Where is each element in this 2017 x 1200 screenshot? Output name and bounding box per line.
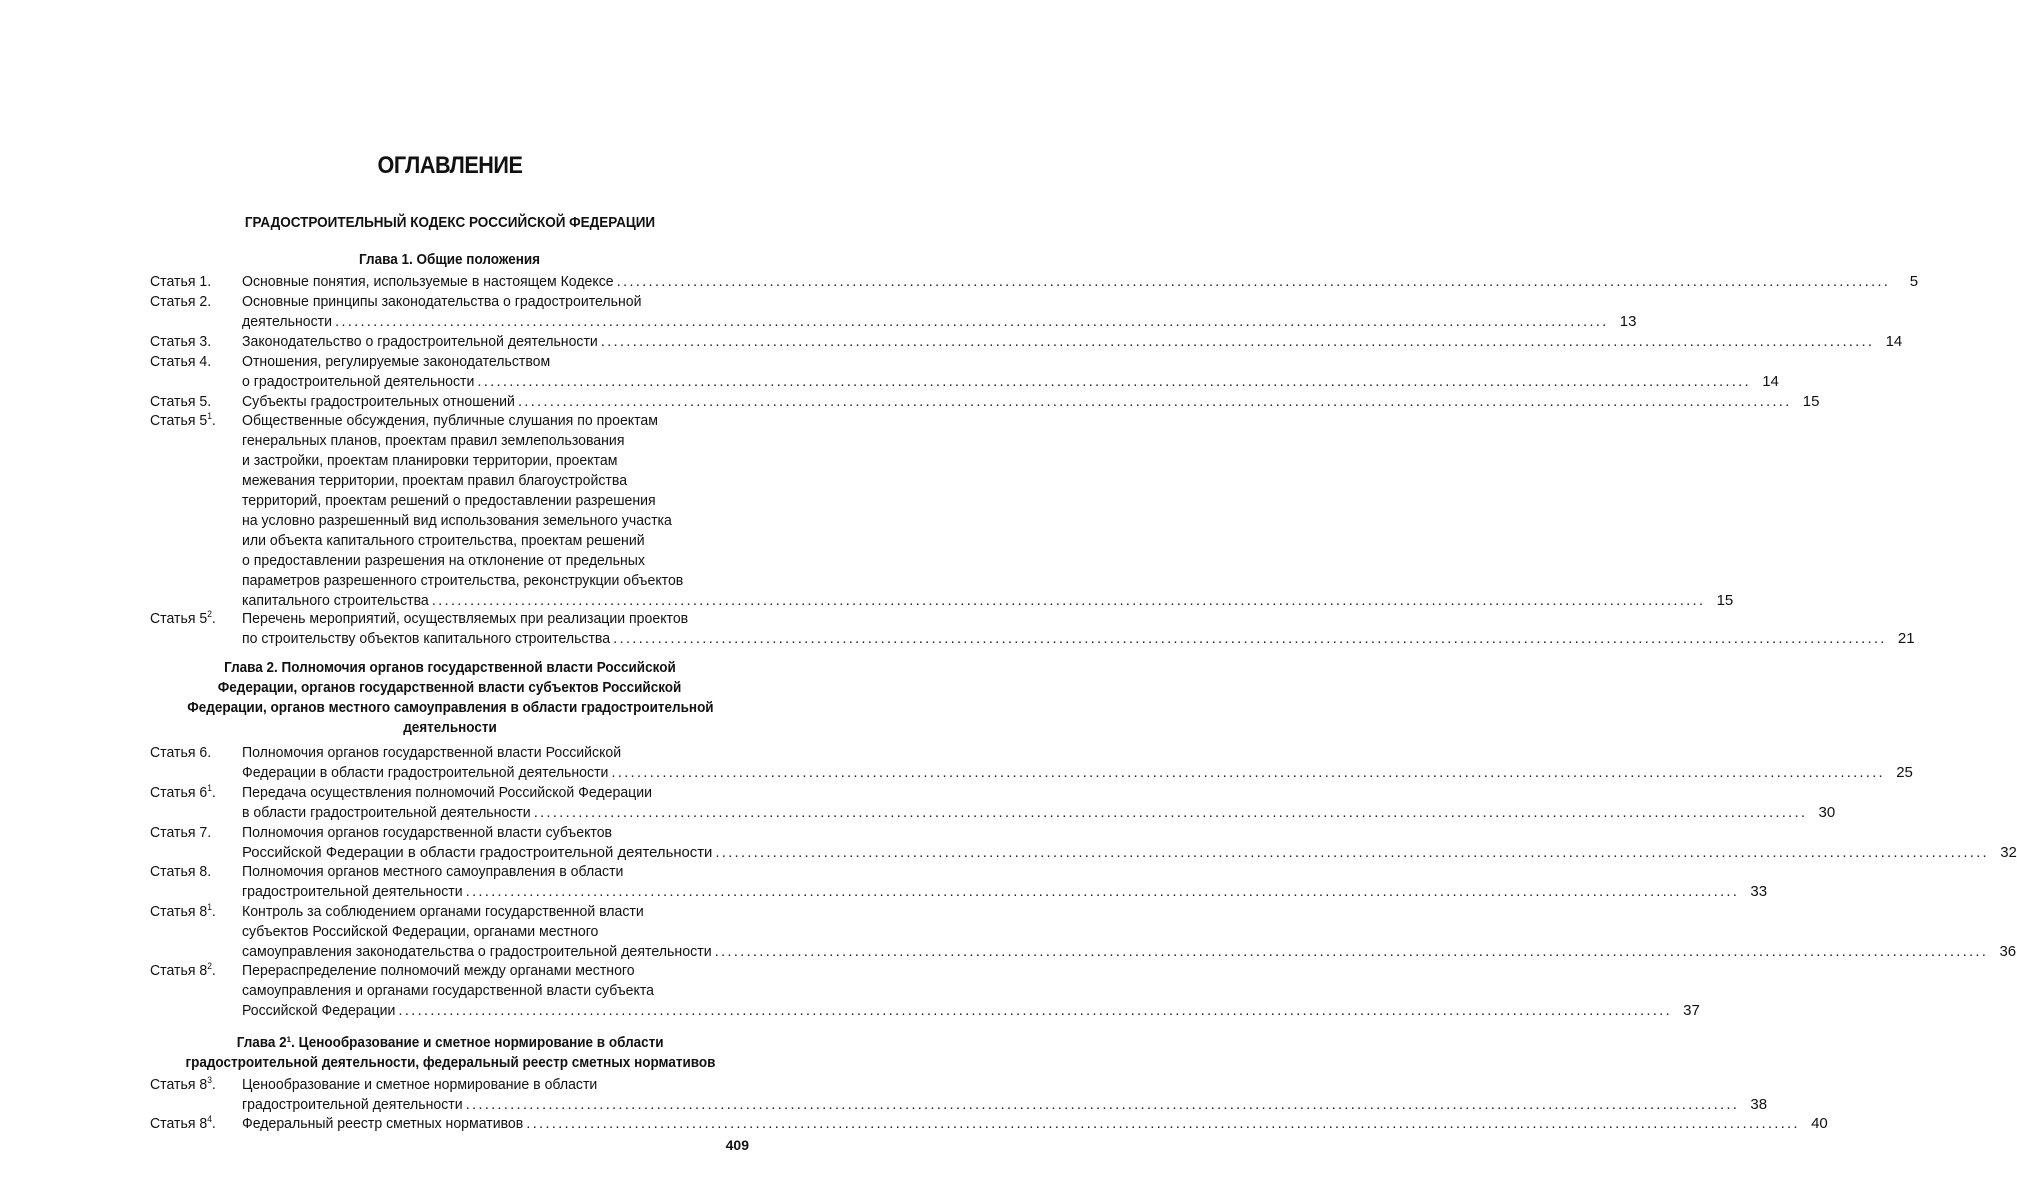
article-label: Статья 7. — [150, 824, 212, 841]
entry-page-number: 15 — [1716, 592, 1734, 609]
dot-leader: ........................................................................................................................................................................................................ — [616, 273, 1891, 290]
toc-entry[interactable] — [150, 609, 1915, 649]
article-label: Статья $5^1$. — [150, 411, 216, 429]
article-label: Статья $6^1$. — [150, 783, 216, 801]
dot-leader: ........................................................................................................................................................................................................ — [517, 393, 1792, 410]
entry-line: деятельности — [242, 313, 332, 330]
entry-line: Контроль за соблюдением органами государственной власти — [242, 903, 644, 920]
article-label: Статья 5. — [150, 393, 212, 410]
entry-line: самоуправления законодательства о градостроительной деятельности — [242, 943, 712, 960]
chapter-heading — [150, 658, 750, 738]
entry-line: градостроительной деятельности — [242, 1096, 463, 1113]
article-superscript: 3 — [207, 1075, 212, 1085]
dot-leader: ........................................................................................................................................................................................................ — [611, 764, 1885, 781]
entry-page-number: 38 — [1750, 1096, 1768, 1113]
chapter-heading-line: деятельности — [403, 719, 497, 736]
entry-page-number: 14 — [1885, 333, 1903, 350]
entry-line: на условно разрешенный вид использования земельного участка — [242, 512, 672, 529]
chapter-heading-line: Глава 2. Полномочия органов государственной власти Российской — [224, 659, 676, 676]
entry-line: по строительству объектов капитального строительства — [242, 630, 611, 647]
entry-description — [242, 902, 2017, 962]
entry-description — [242, 1114, 1828, 1134]
dot-leader: ........................................................................................................................................................................................................ — [334, 313, 1609, 330]
entry-page-number: 25 — [1896, 764, 1913, 781]
entry-line: параметров разрешенного строительства, реконструкции объектов — [242, 572, 684, 589]
article-superscript: 1 — [207, 411, 212, 421]
entry-line: Федерации в области градостроительной деятельности — [242, 764, 609, 781]
entry-line: капитального строительства — [242, 592, 429, 609]
toc-entry[interactable] — [150, 783, 1836, 823]
entry-line: Ценообразование и сметное нормирование в области — [242, 1076, 598, 1093]
article-superscript: 1 — [207, 783, 212, 793]
article-label: Статья $8^2$. — [150, 961, 216, 979]
entry-line: Общественные обсуждения, публичные слушания по проектам — [242, 412, 658, 429]
toc-entry[interactable] — [150, 902, 2017, 962]
dot-leader: ........................................................................................................................................................................................................ — [600, 333, 1875, 350]
dot-leader: ........................................................................................................................................................................................................ — [715, 844, 1989, 861]
entry-line: Перераспределение полномочий между органами местного — [242, 962, 635, 979]
dot-leader: ........................................................................................................................................................................................................ — [465, 1096, 1740, 1113]
entry-line: Полномочия органов местного самоуправления в области — [242, 863, 624, 880]
page-number: 409 — [725, 1137, 749, 1153]
toc-entry[interactable] — [150, 961, 1700, 1021]
entry-description — [242, 292, 1637, 332]
dot-leader: ........................................................................................................................................................................................................ — [714, 943, 1989, 960]
entry-description — [242, 961, 1700, 1021]
toc-entry[interactable] — [150, 1114, 1828, 1134]
entry-description — [242, 392, 1820, 412]
entry-line: генеральных планов, проектам правил землепользования — [242, 432, 625, 449]
entry-page-number: 30 — [1818, 804, 1836, 821]
chapter-heading-line: Федерации, органов местного самоуправления в области градостроительной — [186, 699, 714, 716]
article-superscript: 4 — [207, 1114, 212, 1124]
entry-line: территорий, проектам решений о предоставлении разрешения — [242, 492, 656, 509]
chapter-heading-line: Федерации, органов государственной власти субъектов Российской — [218, 679, 682, 696]
article-label: Статья 1. — [150, 273, 212, 290]
article-number: 8 — [199, 962, 208, 979]
entry-line: Полномочия органов государственной власти Российской — [242, 744, 622, 761]
entry-description — [242, 332, 1903, 352]
toc-entry[interactable] — [150, 352, 1779, 392]
dot-leader: ........................................................................................................................................................................................................ — [431, 592, 1706, 609]
article-number: 8 — [199, 1115, 208, 1132]
article-number: 5 — [199, 393, 208, 410]
toc-entry[interactable] — [150, 823, 2017, 863]
entry-line: Субъекты градостроительных отношений — [242, 393, 515, 410]
toc-entry[interactable] — [150, 292, 1637, 332]
article-number: 6 — [199, 784, 208, 801]
dot-leader: ........................................................................................................................................................................................................ — [477, 373, 1751, 390]
entry-description — [242, 1075, 1768, 1115]
article-number: 8 — [199, 903, 208, 920]
entry-line: субъектов Российской Федерации, органами местного — [242, 923, 599, 940]
entry-line: о предоставлении разрешения на отклонение от предельных — [242, 552, 645, 569]
page-title: ОГЛАВЛЕНИЕ — [377, 152, 523, 179]
toc-entry[interactable] — [150, 1075, 1768, 1115]
entry-page-number: 36 — [1999, 943, 2017, 960]
entry-line: в области градостроительной деятельности — [242, 804, 531, 821]
entry-line: межевания территории, проектам правил благоустройства — [242, 472, 628, 489]
entry-line: Российской Федерации в области градостроительной деятельности — [242, 844, 713, 861]
article-number: 3 — [199, 333, 208, 350]
entry-line: о градостроительной деятельности — [242, 373, 475, 390]
entry-line: Российской Федерации — [242, 1002, 396, 1019]
article-number: 8 — [199, 863, 208, 880]
article-label: Статья 2. — [150, 293, 212, 310]
entry-page-number: 5 — [1909, 273, 1919, 290]
entry-page-number: 33 — [1750, 883, 1768, 900]
entry-line: самоуправления и органами государственной власти субъекта — [242, 982, 654, 999]
chapter-heading — [150, 250, 750, 270]
entry-line: Полномочия органов государственной власти субъектов — [242, 824, 613, 841]
code-title: ГРАДОСТРОИТЕЛЬНЫЙ КОДЕКС РОССИЙСКОЙ ФЕДЕРАЦИИ — [244, 214, 656, 231]
dot-leader: ........................................................................................................................................................................................................ — [465, 883, 1740, 900]
entry-page-number: 40 — [1811, 1115, 1828, 1132]
chapter-heading-line: Глава 1. Общие положения — [359, 251, 541, 268]
article-label: Статья 8. — [150, 863, 212, 880]
dot-leader: ........................................................................................................................................................................................................ — [398, 1002, 1672, 1019]
entry-description — [242, 862, 1768, 902]
dot-leader: ........................................................................................................................................................................................................ — [533, 804, 1808, 821]
chapter-heading — [150, 1033, 750, 1073]
article-number: 6 — [199, 744, 208, 761]
entry-description — [242, 352, 1779, 392]
article-number: 5 — [199, 610, 208, 627]
toc-entry[interactable] — [150, 862, 1768, 902]
entry-line: Перечень мероприятий, осуществляемых при реализации проектов — [242, 610, 689, 627]
article-label: Статья $8^1$. — [150, 902, 216, 920]
chapter-heading-line: Глава 2¹. Ценообразование и сметное нормирование в области — [236, 1034, 664, 1051]
article-number: 8 — [199, 1076, 208, 1093]
entry-page-number: 14 — [1762, 373, 1779, 390]
entry-description — [242, 272, 1919, 292]
entry-line: Основные принципы законодательства о градостроительной — [242, 293, 642, 310]
entry-line: Основные понятия, используемые в настоящем Кодексе — [242, 273, 614, 290]
entry-page-number: 37 — [1683, 1002, 1700, 1019]
entry-description — [242, 823, 2017, 863]
article-label: Статья $5^2$. — [150, 609, 216, 627]
dot-leader: ........................................................................................................................................................................................................ — [613, 630, 1887, 647]
toc-entry[interactable] — [150, 392, 1820, 412]
chapter-heading-line: градостроительной деятельности, федеральный реестр сметных нормативов — [185, 1054, 715, 1071]
article-superscript: 2 — [207, 609, 212, 619]
article-label: Статья $8^3$. — [150, 1075, 216, 1093]
article-superscript: 2 — [207, 961, 212, 971]
entry-line: Отношения, регулируемые законодательством — [242, 353, 551, 370]
toc-entry[interactable] — [150, 411, 1734, 611]
article-superscript: 1 — [207, 902, 212, 912]
toc-entry[interactable] — [150, 332, 1903, 352]
entry-line: или объекта капитального строительства, проектам решений — [242, 532, 645, 549]
article-label: Статья 4. — [150, 353, 212, 370]
article-number: 4 — [199, 353, 208, 370]
article-number: 1 — [199, 273, 208, 290]
entry-description — [242, 609, 1915, 649]
article-label: Статья 3. — [150, 333, 212, 350]
entry-line: и застройки, проектам планировки территории, проектам — [242, 452, 618, 469]
entry-page-number: 13 — [1619, 313, 1637, 330]
article-number: 2 — [199, 293, 208, 310]
toc-entry[interactable] — [150, 743, 1913, 783]
dot-leader: ........................................................................................................................................................................................................ — [526, 1115, 1800, 1132]
article-label: Статья $8^4$. — [150, 1114, 216, 1132]
entry-line: Федеральный реестр сметных нормативов — [242, 1115, 524, 1132]
entry-line: градостроительной деятельности — [242, 883, 463, 900]
article-label: Статья 6. — [150, 744, 212, 761]
entry-page-number: 21 — [1897, 630, 1915, 647]
article-number: 5 — [199, 412, 208, 429]
article-number: 7 — [199, 824, 208, 841]
entry-description — [242, 411, 1734, 611]
entry-page-number: 15 — [1802, 393, 1820, 410]
entry-description — [242, 783, 1836, 823]
entry-description — [242, 743, 1913, 783]
toc-entry[interactable] — [150, 272, 1919, 292]
entry-page-number: 32 — [2000, 844, 2017, 861]
entry-line: Передача осуществления полномочий Российской Федерации — [242, 784, 653, 801]
entry-line: Законодательство о градостроительной деятельности — [242, 333, 598, 350]
